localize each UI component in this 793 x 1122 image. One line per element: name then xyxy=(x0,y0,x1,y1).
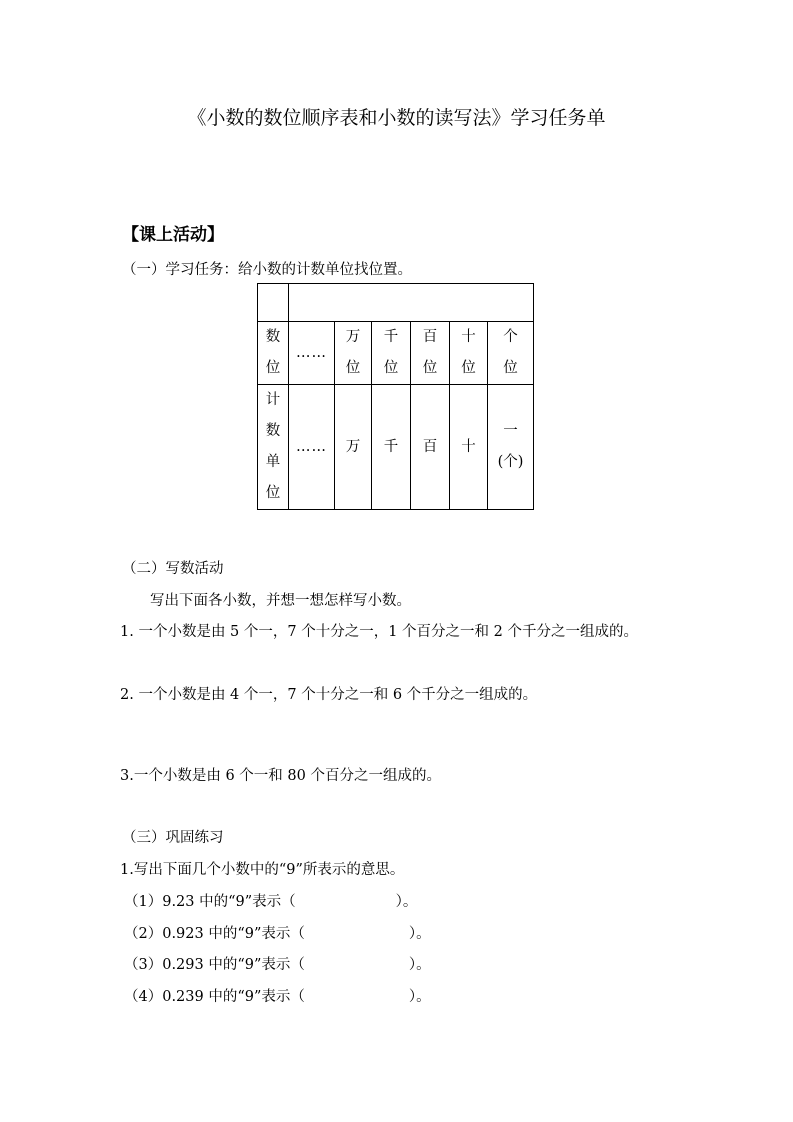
part2-item-1: 1. 一个小数是由 5 个一，7 个十分之一，1 个百分之一和 2 个千分之一组成的。 xyxy=(120,624,638,640)
exercise-item-2: （2）0.923 中的“9”表示（ ）。 xyxy=(124,926,431,942)
part2-instruction: 写出下面各小数，并想一想怎样写小数。 xyxy=(150,593,411,609)
unit-cell-yi: 一 (个) xyxy=(488,385,534,510)
part3-heading: （三）巩固练习 xyxy=(122,830,224,846)
place-cell-bai: 百 位 xyxy=(411,322,450,385)
unit-cell-wan: 万 xyxy=(335,385,372,510)
table-row-unit xyxy=(258,385,534,510)
unit-cell-shi: 十 xyxy=(450,385,488,510)
part1-heading: （一）学习任务：给小数的计数单位找位置。 xyxy=(122,262,412,278)
row-label-unit: 计 数 单 位 xyxy=(258,385,289,510)
place-cell-ge: 个 位 xyxy=(488,322,534,385)
table-row-place xyxy=(258,322,534,385)
exercise-item-3: （3）0.293 中的“9”表示（ ）。 xyxy=(124,957,431,973)
section-heading: 【课上活动】 xyxy=(122,225,224,245)
table-header-row xyxy=(258,284,534,322)
page-title: 《小数的数位顺序表和小数的读写法》学习任务单 xyxy=(187,107,606,129)
part2-item-2: 2. 一个小数是由 4 个一，7 个十分之一和 6 个千分之一组成的。 xyxy=(120,687,538,703)
exercise-item-1: （1）9.23 中的“9”表示（ ）。 xyxy=(124,894,418,910)
part3-question: 1.写出下面几个小数中的“9”所表示的意思。 xyxy=(120,862,405,878)
row-label-place: 数 位 xyxy=(258,322,289,385)
part2-item-3: 3.一个小数是由 6 个一和 80 个百分之一组成的。 xyxy=(120,768,441,784)
place-cell-shi: 十 位 xyxy=(450,322,488,385)
place-cell-qian: 千 位 xyxy=(372,322,411,385)
unit-cell-qian: 千 xyxy=(372,385,411,510)
unit-cell-bai: 百 xyxy=(411,385,450,510)
place-cell-ellipsis: …… xyxy=(289,322,335,385)
unit-cell-ellipsis: …… xyxy=(289,385,335,510)
place-value-table xyxy=(257,283,534,510)
table-corner-cell xyxy=(258,284,289,322)
place-cell-wan: 万 位 xyxy=(335,322,372,385)
exercise-item-4: （4）0.239 中的“9”表示（ ）。 xyxy=(124,989,431,1005)
part2-heading: （二）写数活动 xyxy=(122,561,224,577)
table-header-blank xyxy=(289,284,534,322)
